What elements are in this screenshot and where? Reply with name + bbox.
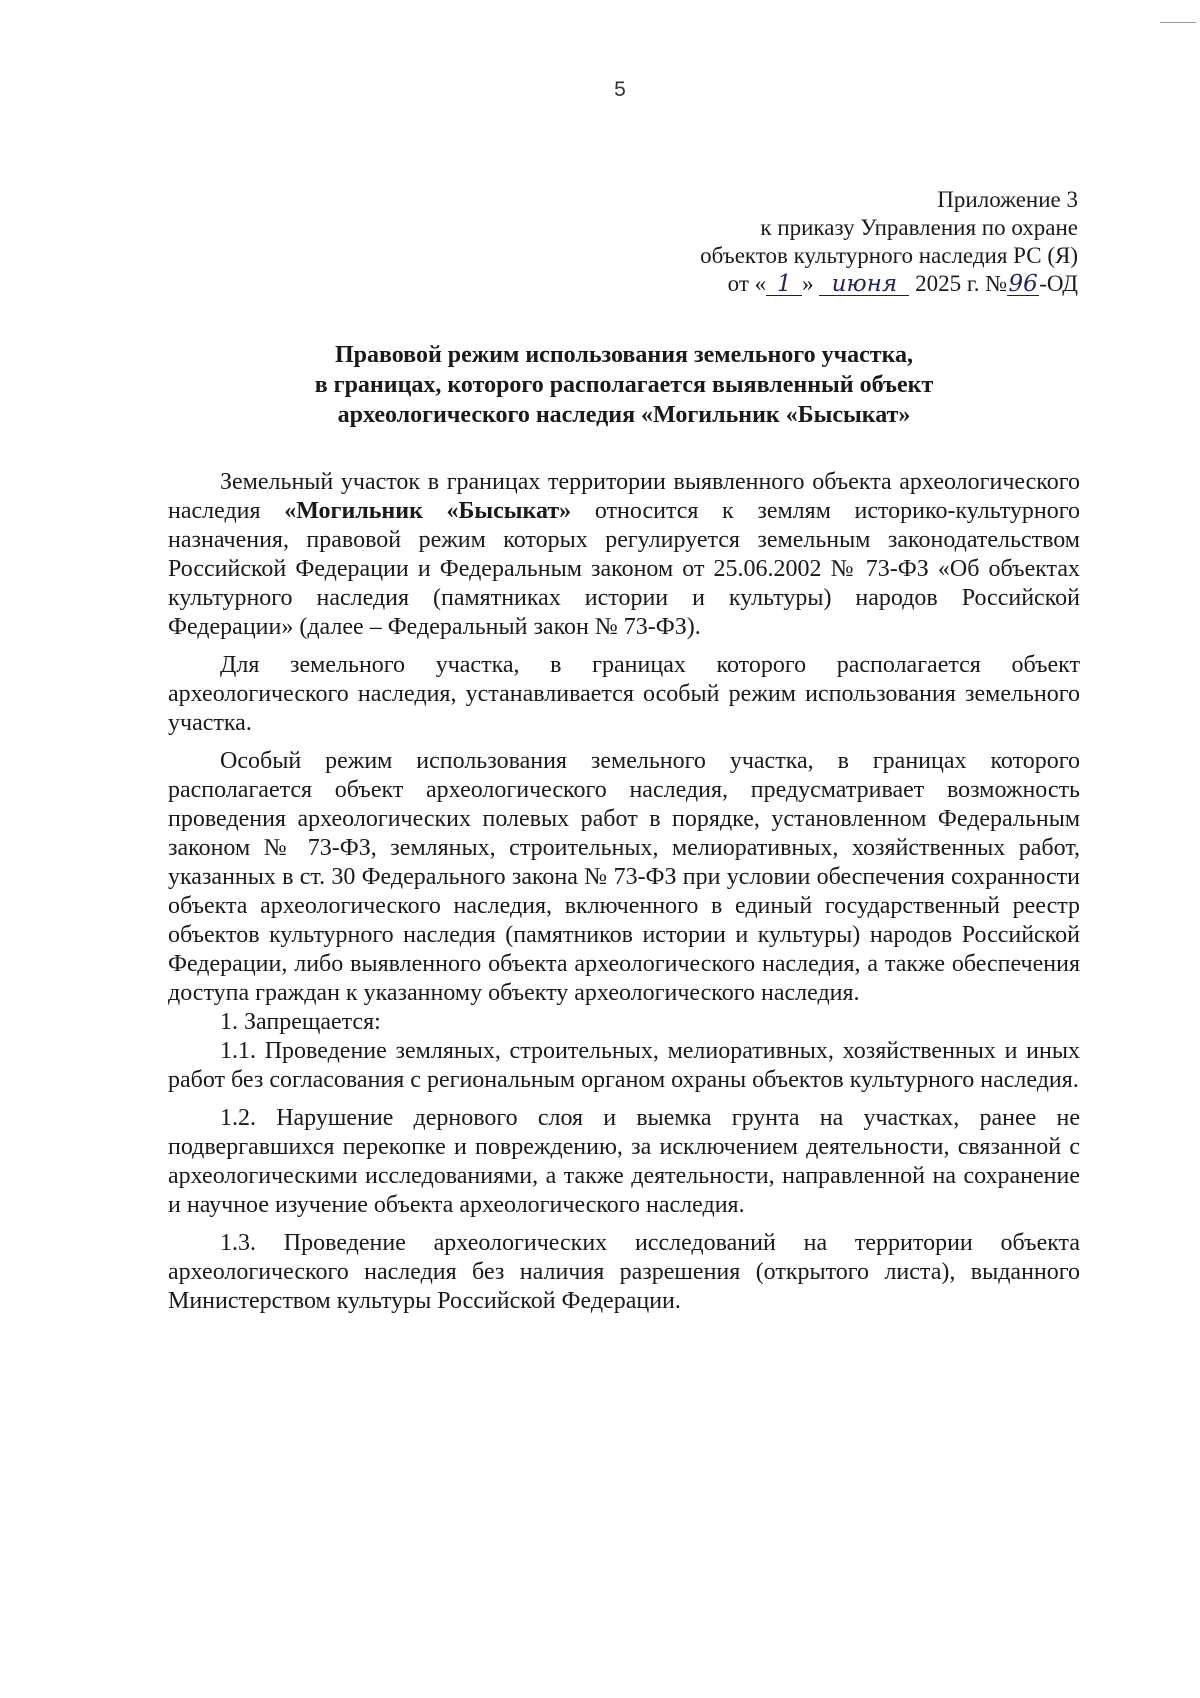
appendix-date-line xyxy=(700,270,1078,298)
title-line-3: археологического наследия «Могильник «Бысыкат» xyxy=(337,402,911,428)
paragraph-2: Для земельного участка, в границах которого располагается объект археологического наследия, устанавливается особый режим использования земельного участка. xyxy=(168,652,1080,736)
document-title xyxy=(168,340,1080,430)
appendix-block xyxy=(700,186,1078,298)
handwritten-order-number: 96 xyxy=(1008,271,1038,297)
paragraph-1-2: 1.2. Нарушение дернового слоя и выемка грунта на участках, ранее не подвергавшихся перекопке и повреждению, за исключением деятельности, связанной с археологическими исследованиями, а также деятельности, направленной на сохранение и научное изучение объекта археологического наследия. xyxy=(168,1105,1080,1218)
date-mid: » xyxy=(802,271,814,296)
appendix-line-1: Приложение 3 xyxy=(937,187,1078,212)
object-name-bold: «Могильник «Бысыкат» xyxy=(284,498,572,524)
date-prefix: от « xyxy=(727,271,767,296)
paragraph-3: Особый режим использования земельного участка, в границах которого располагается объект археологического наследия, предусматривает возможность проведения археологических полевых работ в порядке, установленном Федеральным законом № 73-ФЗ, земляных, строительных, мелиоративных, хозяйственных работ, указанных в ст. 30 Федерального закона № 73-ФЗ при условии обеспечения сохранности объекта археологического наследия, включенного в единый государственный реестр объектов культурного наследия (памятников истории и культуры) народов Российской Федерации, либо выявленного объекта археологического наследия, а также обеспечения доступа граждан к указанному объекту археологического наследия. xyxy=(168,748,1080,1006)
page-number: 5 xyxy=(614,78,626,101)
paragraph-1-start: Земельный участок в границах территории выявленного объекта археологического наследия xyxy=(168,469,1080,524)
date-year: 2025 г. № xyxy=(915,271,1008,296)
appendix-line-2: к приказу Управления по охране xyxy=(760,215,1078,240)
title-line-1: Правовой режим использования земельного участка, xyxy=(334,342,914,368)
paragraph-1-3: 1.3. Проведение археологических исследований на территории объекта археологического наследия без наличия разрешения (открытого листа), выданного Министерством культуры Российской Федерации. xyxy=(168,1230,1080,1314)
paragraph-1 xyxy=(168,468,1080,642)
paragraph-1-1: 1.1. Проведение земляных, строительных, мелиоративных, хозяйственных и иных работ без согласования с региональным органом охраны объектов культурного наследия. xyxy=(168,1038,1080,1093)
title-line-2: в границах, которого располагается выявленный объект xyxy=(314,372,934,398)
paragraph-1-end: относится к землям историко-культурного назначения, правовой режим которых регулируется земельным законодательством Российской Федерации и Федеральным законом от 25.06.2002 № 73-ФЗ «Об объектах культурного наследия (памятниках истории и культуры) народов Российской Федерации» (далее – Федеральный закон № 73-ФЗ). xyxy=(168,498,1080,640)
scan-corner-mark xyxy=(1160,22,1196,23)
paragraph-prohibited-heading: 1. Запрещается: xyxy=(220,1009,381,1035)
handwritten-day: 1 xyxy=(766,273,802,296)
appendix-line-3: объектов культурного наследия РС (Я) xyxy=(700,243,1078,268)
handwritten-month: июня xyxy=(819,273,909,296)
document-body xyxy=(168,468,1080,1325)
order-suffix: -ОД xyxy=(1039,271,1078,296)
